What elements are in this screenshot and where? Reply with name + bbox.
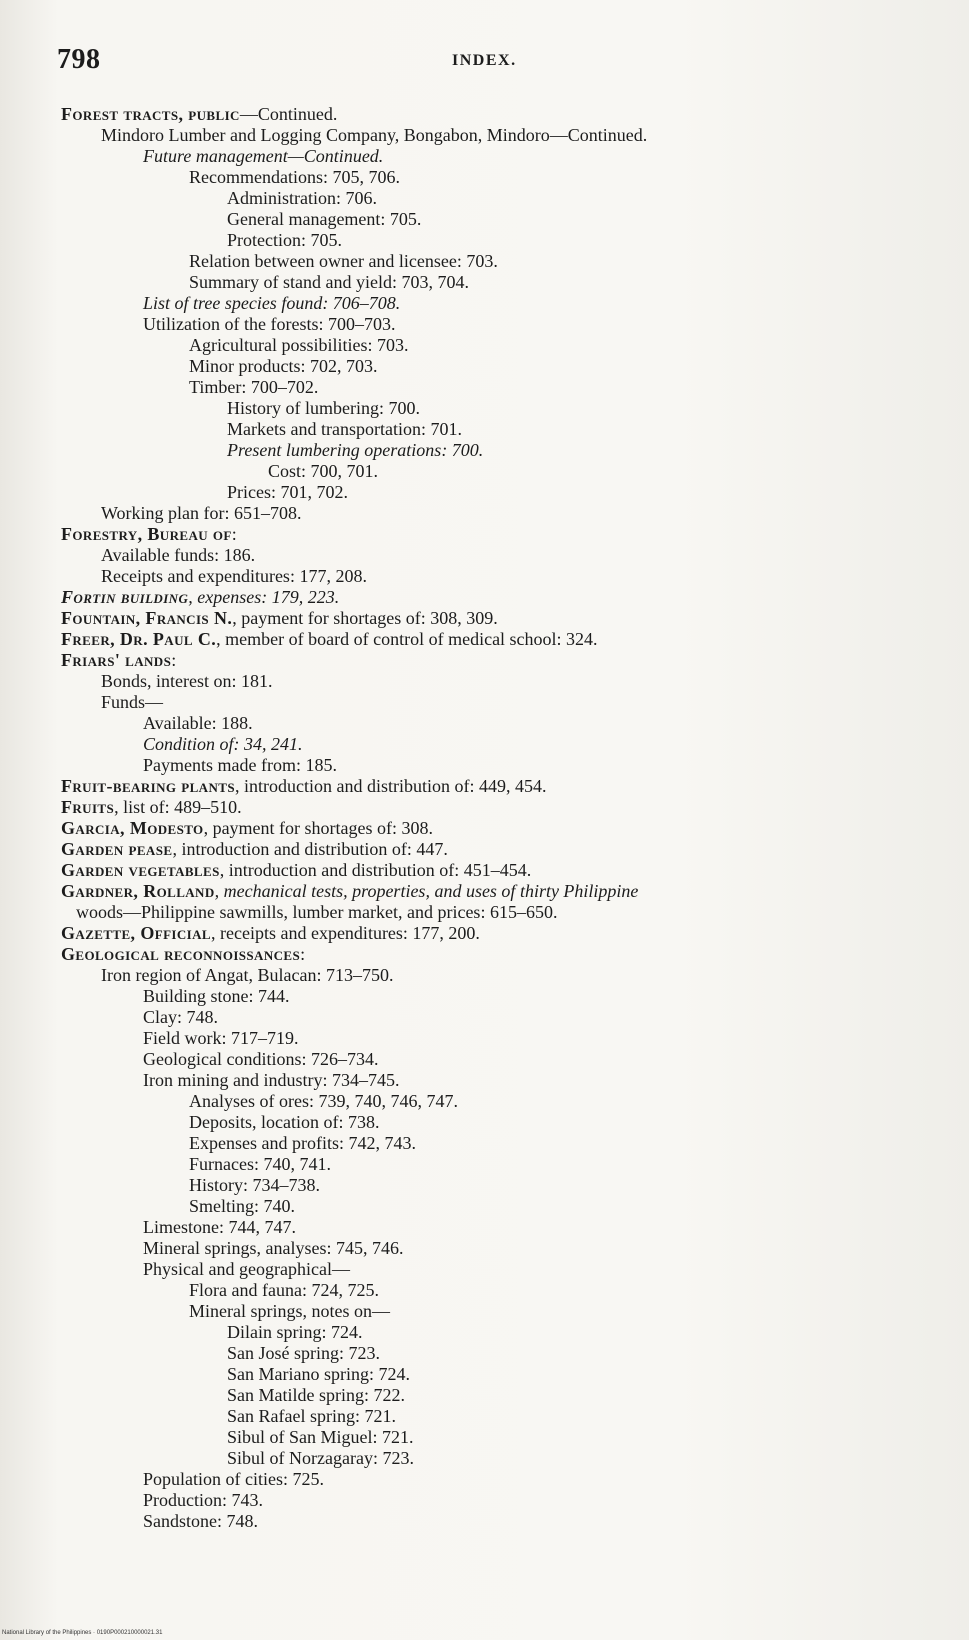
entry-text: Furnaces: 740, 741. <box>189 1154 331 1174</box>
entry-text: Bonds, interest on: 181. <box>101 671 273 691</box>
index-entry <box>189 1132 416 1154</box>
entry-text: , payment for shortages of: 308, 309. <box>232 608 498 628</box>
entry-text: : <box>171 650 177 670</box>
entry-heading: Fruit-bearing plants <box>61 776 235 796</box>
index-entry <box>189 1111 379 1133</box>
entry-text: Future management—Continued. <box>143 146 384 166</box>
index-entry <box>143 1048 378 1070</box>
entry-text: , list of: 489–510. <box>114 797 242 817</box>
entry-text: Markets and transportation: 701. <box>227 419 462 439</box>
entry-text: Timber: 700–702. <box>189 377 319 397</box>
entry-text: : <box>300 944 306 964</box>
entry-text: , expenses: 179, 223. <box>188 587 340 607</box>
entry-text: , mechanical tests, properties, and uses of thirty Philippine <box>214 881 639 901</box>
entry-text: Relation between owner and licensee: 703. <box>189 251 498 271</box>
index-entry <box>143 1510 258 1532</box>
index-entry <box>189 1090 458 1112</box>
entry-heading: Forest tracts, public <box>61 104 240 124</box>
entry-text: Payments made from: 185. <box>143 755 337 775</box>
entry-text: Dilain spring: 724. <box>227 1322 363 1342</box>
index-entry <box>227 418 462 440</box>
index-entry <box>227 481 348 503</box>
index-entry <box>189 166 400 188</box>
entry-text: History: 734–738. <box>189 1175 321 1195</box>
entry-heading: Fountain, Francis N. <box>61 608 233 628</box>
entry-text: San José spring: 723. <box>227 1343 380 1363</box>
index-entry <box>61 943 305 965</box>
entry-text: Administration: 706. <box>227 188 377 208</box>
index-entry <box>189 250 498 272</box>
index-entry <box>61 775 546 797</box>
entry-text: Prices: 701, 702. <box>227 482 348 502</box>
index-entry <box>61 859 531 881</box>
index-entry <box>143 1489 263 1511</box>
entry-text: San Matilde spring: 722. <box>227 1385 405 1405</box>
index-entry <box>61 628 598 650</box>
index-entry <box>61 922 480 944</box>
index-entry <box>189 1174 320 1196</box>
index-entry <box>61 586 339 608</box>
index-entry <box>101 124 647 146</box>
index-entry <box>101 502 302 524</box>
entry-text: Available: 188. <box>143 713 253 733</box>
entry-text: Working plan for: 651–708. <box>101 503 302 523</box>
index-entry <box>227 1363 410 1385</box>
entry-text: Available funds: 186. <box>101 545 256 565</box>
index-entry <box>143 712 253 734</box>
entry-text: Sandstone: 748. <box>143 1511 258 1531</box>
index-entry <box>143 145 383 167</box>
index-entry <box>143 1006 218 1028</box>
entry-text: Recommendations: 705, 706. <box>189 167 400 187</box>
index-entry <box>189 1279 379 1301</box>
entry-heading: Garden pease <box>61 839 173 859</box>
index-entry <box>101 670 273 692</box>
entry-text: : <box>231 524 237 544</box>
index-entry <box>143 1216 296 1238</box>
entry-text: , introduction and distribution of: 451–454. <box>219 860 532 880</box>
index-entry <box>189 1300 390 1322</box>
entry-text: Minor products: 702, 703. <box>189 356 378 376</box>
index-entry <box>227 187 377 209</box>
entry-text: Receipts and expenditures: 177, 208. <box>101 566 367 586</box>
entry-text: Present lumbering operations: 700. <box>227 440 484 460</box>
entry-heading: Fortin building <box>61 587 189 607</box>
entry-text: Mindoro Lumber and Logging Company, Bongabon, Mindoro—Continued. <box>101 125 648 145</box>
index-entry <box>268 460 378 482</box>
index-entry <box>61 607 498 629</box>
entry-text: woods—Philippine sawmills, lumber market, and prices: 615–650. <box>76 902 558 922</box>
index-entry <box>189 376 318 398</box>
index-entry <box>143 292 400 314</box>
entry-text: Field work: 717–719. <box>143 1028 299 1048</box>
entry-text: Analyses of ores: 739, 740, 746, 747. <box>189 1091 458 1111</box>
page-number: 798 <box>57 44 101 75</box>
index-entry <box>61 880 638 902</box>
index-entry <box>227 1447 414 1469</box>
index-entry <box>227 397 420 419</box>
entry-text: , receipts and expenditures: 177, 200. <box>211 923 480 943</box>
index-entry <box>143 1069 399 1091</box>
entry-heading: Friars' lands <box>61 650 172 670</box>
entry-text: Protection: 705. <box>227 230 342 250</box>
entry-text: —Continued. <box>239 104 338 124</box>
entry-heading: Garcia, Modesto <box>61 818 204 838</box>
index-entry <box>101 544 255 566</box>
entry-text: Iron mining and industry: 734–745. <box>143 1070 400 1090</box>
index-entry <box>227 1321 363 1343</box>
index-entry <box>143 985 290 1007</box>
entry-text: Agricultural possibilities: 703. <box>189 335 409 355</box>
entry-text: , introduction and distribution of: 449, 454. <box>234 776 547 796</box>
entry-heading: Garden vegetables <box>61 860 220 880</box>
index-entry <box>61 817 433 839</box>
index-entry <box>143 1027 299 1049</box>
entry-text: Expenses and profits: 742, 743. <box>189 1133 416 1153</box>
entry-text: , introduction and distribution of: 447. <box>172 839 448 859</box>
index-entry <box>61 523 237 545</box>
index-entry <box>227 1384 405 1406</box>
entry-text: , member of board of control of medical school: 324. <box>216 629 598 649</box>
entry-heading: Freer, Dr. Paul C. <box>61 629 217 649</box>
entry-text: Condition of: 34, 241. <box>143 734 303 754</box>
entry-text: Funds— <box>101 692 164 712</box>
entry-text: General management: 705. <box>227 209 422 229</box>
entry-text: Utilization of the forests: 700–703. <box>143 314 396 334</box>
index-entry <box>61 838 448 860</box>
entry-text: Deposits, location of: 738. <box>189 1112 380 1132</box>
index-entry <box>189 271 469 293</box>
index-entry <box>227 1342 380 1364</box>
entry-text: Cost: 700, 701. <box>268 461 379 481</box>
index-entry <box>61 103 337 125</box>
entry-text: Geological conditions: 726–734. <box>143 1049 379 1069</box>
index-entry <box>227 1426 414 1448</box>
entry-text: , payment for shortages of: 308. <box>203 818 434 838</box>
entry-text: Limestone: 744, 747. <box>143 1217 296 1237</box>
entry-text: List of tree species found: 706–708. <box>143 293 401 313</box>
index-entry <box>101 565 367 587</box>
entry-text: Physical and geographical— <box>143 1259 350 1279</box>
entry-text: San Rafael spring: 721. <box>227 1406 396 1426</box>
index-entry <box>189 334 408 356</box>
index-entry <box>101 964 393 986</box>
index-entry <box>143 1258 350 1280</box>
entry-heading: Fruits <box>61 797 115 817</box>
entry-text: Population of cities: 725. <box>143 1469 324 1489</box>
entry-text: Building stone: 744. <box>143 986 290 1006</box>
index-entry <box>143 1468 324 1490</box>
index-entry <box>143 754 337 776</box>
entry-text: Production: 743. <box>143 1490 263 1510</box>
index-entry <box>143 733 303 755</box>
entry-text: History of lumbering: 700. <box>227 398 420 418</box>
index-entry <box>227 1405 396 1427</box>
entry-text: Clay: 748. <box>143 1007 218 1027</box>
entry-heading: Forestry, Bureau of <box>61 524 232 544</box>
index-entry <box>143 313 395 335</box>
index-entry <box>227 229 342 251</box>
entry-text: Summary of stand and yield: 703, 704. <box>189 272 469 292</box>
index-entry <box>189 1195 295 1217</box>
entry-text: Sibul of Norzagaray: 723. <box>227 1448 414 1468</box>
index-entry <box>61 649 176 671</box>
entry-heading: Gazette, Official <box>61 923 211 943</box>
index-entry <box>189 1153 331 1175</box>
entry-text: Flora and fauna: 724, 725. <box>189 1280 379 1300</box>
entry-text: San Mariano spring: 724. <box>227 1364 410 1384</box>
entry-text: Mineral springs, analyses: 745, 746. <box>143 1238 404 1258</box>
running-head: INDEX. <box>452 52 517 69</box>
entry-heading: Geological reconnoissances <box>61 944 301 964</box>
entry-heading: Gardner, Rolland <box>61 881 215 901</box>
entry-text: Mineral springs, notes on— <box>189 1301 390 1321</box>
entry-text: Smelting: 740. <box>189 1196 296 1216</box>
scan-credit: National Library of the Philippines · 0190P000210000021.31 <box>2 1630 163 1636</box>
index-entry <box>143 1237 403 1259</box>
index-entry <box>101 691 163 713</box>
index-entry <box>76 901 557 923</box>
entry-text: Sibul of San Miguel: 721. <box>227 1427 414 1447</box>
index-entry <box>227 208 421 230</box>
index-entry <box>61 796 242 818</box>
entry-text: Iron region of Angat, Bulacan: 713–750. <box>101 965 394 985</box>
index-entry <box>189 355 378 377</box>
index-entry <box>227 439 483 461</box>
